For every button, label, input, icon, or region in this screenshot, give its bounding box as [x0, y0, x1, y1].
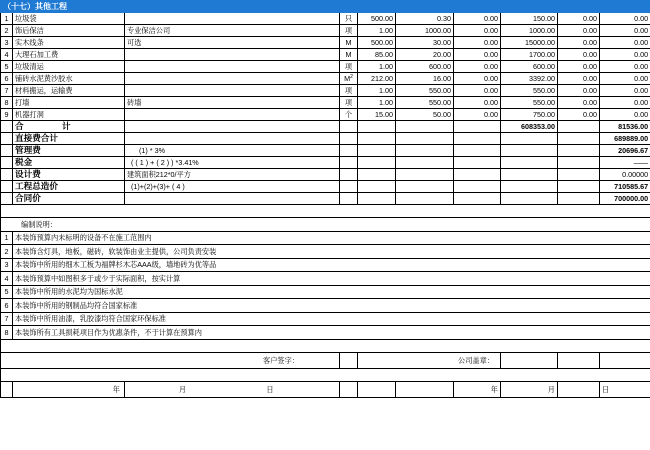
item-name: 实木线条	[13, 37, 125, 49]
design-fee-value: 0.00000	[600, 169, 650, 181]
item-total: 550.00	[501, 97, 558, 109]
design-fee-row	[1, 169, 650, 181]
item-total: 1000.00	[501, 25, 558, 37]
tax-label: 税金	[13, 157, 125, 169]
item-col2: 0.00	[558, 97, 600, 109]
client-date-year: 年	[13, 381, 125, 397]
note-no: 2	[1, 245, 13, 259]
item-col2: 0.00	[558, 25, 600, 37]
item-total: 550.00	[501, 85, 558, 97]
item-unit: 项	[340, 85, 358, 97]
item-note	[125, 61, 340, 73]
item-col1: 0.00	[454, 13, 501, 25]
item-qty: 212.00	[358, 73, 396, 85]
list-item	[1, 258, 650, 272]
note-no: 7	[1, 312, 13, 326]
item-col3: 0.00	[600, 109, 650, 121]
item-qty: 1.00	[358, 61, 396, 73]
contract-price-value: 700000.00	[600, 193, 650, 205]
item-price: 50.00	[396, 109, 454, 121]
table-row	[1, 49, 650, 61]
item-qty: 500.00	[358, 37, 396, 49]
item-col1: 0.00	[454, 49, 501, 61]
item-no: 4	[1, 49, 13, 61]
item-col1: 0.00	[454, 97, 501, 109]
subtotal-final: 81536.00	[600, 121, 650, 133]
management-fee-row	[1, 145, 650, 157]
contract-price-row	[1, 193, 650, 205]
note-text: 本装饰中所用的钢制品均符合国家标准	[13, 299, 650, 313]
item-col2: 0.00	[558, 85, 600, 97]
subtotal-value: 608353.00	[501, 121, 558, 133]
item-price: 1000.00	[396, 25, 454, 37]
item-col3: 0.00	[600, 97, 650, 109]
grand-total-formula: (1)+(2)+(3)+ ( 4 )	[125, 181, 340, 193]
client-date-month: 月	[178, 384, 187, 394]
item-total: 15000.00	[501, 37, 558, 49]
list-item	[1, 326, 650, 340]
table-row	[1, 97, 650, 109]
item-price: 600.00	[396, 61, 454, 73]
item-total: 150.00	[501, 13, 558, 25]
tax-row	[1, 157, 650, 169]
note-text: 本装饰中所用的细木工板为福牌杉木芯AAA级，墙地砖为优等品	[13, 258, 650, 272]
item-unit: 项	[340, 25, 358, 37]
company-seal-label: 公司盖章：	[358, 352, 501, 368]
item-note	[125, 73, 340, 85]
item-price: 30.00	[396, 37, 454, 49]
note-no: 8	[1, 326, 13, 340]
item-name: 材料搬运，运输费	[13, 85, 125, 97]
management-fee-value: 20696.67	[600, 145, 650, 157]
item-col3: 0.00	[600, 49, 650, 61]
note-text: 本装饰含灯具，地板，磁砖，软装饰由业主提供，公司负责安装	[13, 245, 650, 259]
notes-title-row	[1, 218, 650, 232]
management-fee-formula: (1) * 3%	[125, 145, 340, 157]
item-price: 550.00	[396, 97, 454, 109]
item-note: 砖墙	[125, 97, 340, 109]
company-date-day: 日	[600, 381, 650, 397]
notes-title: 编制说明：	[1, 218, 650, 232]
client-signature-label: 客户签字：	[1, 352, 340, 368]
item-qty: 15.00	[358, 109, 396, 121]
item-price: 550.00	[396, 85, 454, 97]
item-total: 3392.00	[501, 73, 558, 85]
table-row	[1, 85, 650, 97]
note-text: 本装饰中所用的水泥均为国标水泥	[13, 285, 650, 299]
list-item	[1, 299, 650, 313]
item-col1: 0.00	[454, 25, 501, 37]
item-note	[125, 13, 340, 25]
item-no: 8	[1, 97, 13, 109]
item-total: 750.00	[501, 109, 558, 121]
item-unit: 项	[340, 61, 358, 73]
item-name: 打墙	[13, 97, 125, 109]
item-no: 7	[1, 85, 13, 97]
item-note: 可选	[125, 37, 340, 49]
list-item	[1, 285, 650, 299]
item-col1: 0.00	[454, 85, 501, 97]
section-header-row	[1, 1, 650, 13]
company-date-year: 年	[454, 381, 501, 397]
grand-total-row	[1, 181, 650, 193]
note-text: 本装饰所有工具损耗项目作为优惠条件，不于计算在预算内	[13, 326, 650, 340]
item-no: 1	[1, 13, 13, 25]
note-no: 6	[1, 299, 13, 313]
item-note: 专业保洁公司	[125, 25, 340, 37]
item-unit: 项	[340, 97, 358, 109]
list-item	[1, 245, 650, 259]
direct-cost-row	[1, 133, 650, 145]
table-row	[1, 109, 650, 121]
grand-total-value: 710585.67	[600, 181, 650, 193]
item-no: 2	[1, 25, 13, 37]
item-name: 铺砖水泥黄沙胶水	[13, 73, 125, 85]
item-col3: 0.00	[600, 25, 650, 37]
table-row	[1, 61, 650, 73]
signature-row	[1, 352, 650, 368]
design-fee-label: 设计费	[13, 169, 125, 181]
item-col2: 0.00	[558, 109, 600, 121]
unit-base: M	[344, 74, 351, 83]
item-qty: 500.00	[358, 13, 396, 25]
item-name: 大理石加工费	[13, 49, 125, 61]
tax-formula: ( ( 1 ) + ( 2 ) ) *3.41%	[125, 157, 340, 169]
note-text: 本装饰预算中如图积多于或少于实际面积，按实计算	[13, 272, 650, 286]
list-item	[1, 231, 650, 245]
item-qty: 85.00	[358, 49, 396, 61]
item-qty: 1.00	[358, 25, 396, 37]
item-note	[125, 85, 340, 97]
note-text: 本装饰中所用油漆，乳胶漆均符合国家环保标准	[13, 312, 650, 326]
item-col3: 0.00	[600, 37, 650, 49]
item-unit: 个	[340, 109, 358, 121]
item-col3: 0.00	[600, 13, 650, 25]
item-unit	[340, 73, 358, 85]
item-col2: 0.00	[558, 73, 600, 85]
item-col1: 0.00	[454, 37, 501, 49]
item-no: 3	[1, 37, 13, 49]
table-row	[1, 13, 650, 25]
grand-total-label: 工程总造价	[13, 181, 125, 193]
item-total: 1700.00	[501, 49, 558, 61]
note-no: 1	[1, 231, 13, 245]
item-note	[125, 49, 340, 61]
item-col2: 0.00	[558, 13, 600, 25]
table-row	[1, 37, 650, 49]
item-qty: 1.00	[358, 97, 396, 109]
item-price: 20.00	[396, 49, 454, 61]
design-fee-formula: 建筑面积212*0/平方	[125, 169, 340, 181]
client-date-day: 日	[266, 384, 274, 394]
item-col1: 0.00	[454, 61, 501, 73]
item-qty: 1.00	[358, 85, 396, 97]
company-date-month: 月	[501, 381, 558, 397]
item-col2: 0.00	[558, 37, 600, 49]
direct-cost-value: 689889.00	[600, 133, 650, 145]
table-row	[1, 25, 650, 37]
item-col3: 0.00	[600, 85, 650, 97]
item-unit: M	[340, 49, 358, 61]
date-row	[1, 381, 650, 397]
item-col3: 0.00	[600, 73, 650, 85]
item-no: 5	[1, 61, 13, 73]
direct-cost-label: 直接费合计	[13, 133, 125, 145]
item-col1: 0.00	[454, 109, 501, 121]
spacer-row	[1, 368, 650, 381]
item-unit: 只	[340, 13, 358, 25]
list-item	[1, 272, 650, 286]
item-name: 垃圾袋	[13, 13, 125, 25]
item-price: 0.30	[396, 13, 454, 25]
item-no: 9	[1, 109, 13, 121]
note-text: 本装饰预算内未标明的设备不在施工范围内	[13, 231, 650, 245]
item-name: 垃圾清运	[13, 61, 125, 73]
item-col2: 0.00	[558, 61, 600, 73]
unit-superscript: 2	[350, 74, 353, 80]
item-unit: M	[340, 37, 358, 49]
item-col3: 0.00	[600, 61, 650, 73]
item-total: 600.00	[501, 61, 558, 73]
section-title: （十七）其他工程	[1, 1, 650, 13]
item-col2: 0.00	[558, 49, 600, 61]
tax-value: ——	[600, 157, 650, 169]
subtotal-row	[1, 121, 650, 133]
item-note	[125, 109, 340, 121]
spacer-row	[1, 339, 650, 352]
item-no: 6	[1, 73, 13, 85]
note-no: 5	[1, 285, 13, 299]
item-col1: 0.00	[454, 73, 501, 85]
contract-price-label: 合同价	[13, 193, 125, 205]
item-name: 饰后保洁	[13, 25, 125, 37]
item-price: 16.00	[396, 73, 454, 85]
table-row	[1, 73, 650, 85]
subtotal-label: 合 计	[13, 121, 125, 133]
management-fee-label: 管理费	[13, 145, 125, 157]
item-name: 机器打洞	[13, 109, 125, 121]
list-item	[1, 312, 650, 326]
note-no: 4	[1, 272, 13, 286]
note-no: 3	[1, 258, 13, 272]
spacer-row	[1, 205, 650, 218]
